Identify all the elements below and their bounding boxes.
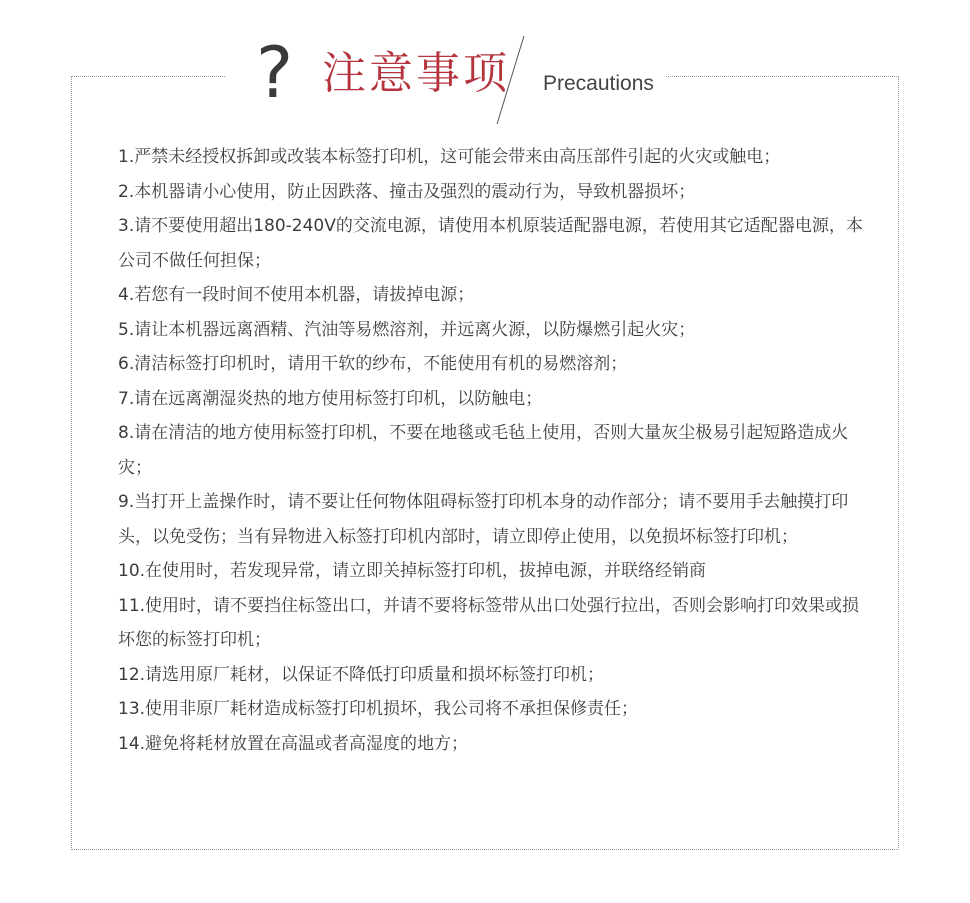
list-item: 1.严禁未经授权拆卸或改装本标签打印机，这可能会带来由高压部件引起的火灾或触电； <box>118 147 781 167</box>
list-item: 11.使用时，请不要挡住标签出口，并请不要将标签带从出口处强行拉出，否则会影响打印效果或损坏您的标签打印机； <box>118 595 860 650</box>
list-item: 6.清洁标签打印机时，请用干软的纱布，不能使用有机的易燃溶剂； <box>118 354 628 374</box>
list-item: 8.请在清洁的地方使用标签打印机，不要在地毯或毛毡上使用，否则大量灰尘极易引起短路造成火灾； <box>118 423 849 478</box>
list-item: 12.请选用原厂耗材，以保证不降低打印质量和损坏标签打印机； <box>118 664 605 685</box>
page-title: 注意事项 <box>322 48 510 99</box>
list-item: 3.请不要使用超出180-240V的交流电源，请使用本机原装适配器电源，若使用其它适配器电源，本公司不做任何担保； <box>118 216 863 271</box>
list-item: 2.本机器请小心使用，防止因跌落、撞击及强烈的震动行为，导致机器损坏； <box>118 181 696 202</box>
list-item: 13.使用非原厂耗材造成标签打印机损坏，我公司将不承担保修责任； <box>118 699 639 719</box>
precautions-list <box>118 140 864 761</box>
list-item: 7.请在远离潮湿炎热的地方使用标签打印机，以防触电； <box>118 388 543 409</box>
list-item: 4.若您有一段时间不使用本机器，请拔掉电源； <box>118 285 475 305</box>
page-subtitle: Precautions <box>543 72 654 95</box>
list-item: 14.避免将耗材放置在高温或者高湿度的地方； <box>118 733 469 754</box>
list-item: 10.在使用时，若发现异常，请立即关掉标签打印机，拔掉电源，并联络经销商 <box>118 561 707 581</box>
list-item: 9.当打开上盖操作时，请不要让任何物体阻碍标签打印机本身的动作部分；请不要用手去触摸打印头，以免受伤；当有异物进入标签打印机内部时，请立即停止使用，以免损坏标签打印机； <box>118 492 849 547</box>
list-item: 5.请让本机器远离酒精、汽油等易燃溶剂，并远离火源，以防爆燃引起火灾； <box>118 319 696 340</box>
question-mark-icon: ? <box>256 32 294 114</box>
